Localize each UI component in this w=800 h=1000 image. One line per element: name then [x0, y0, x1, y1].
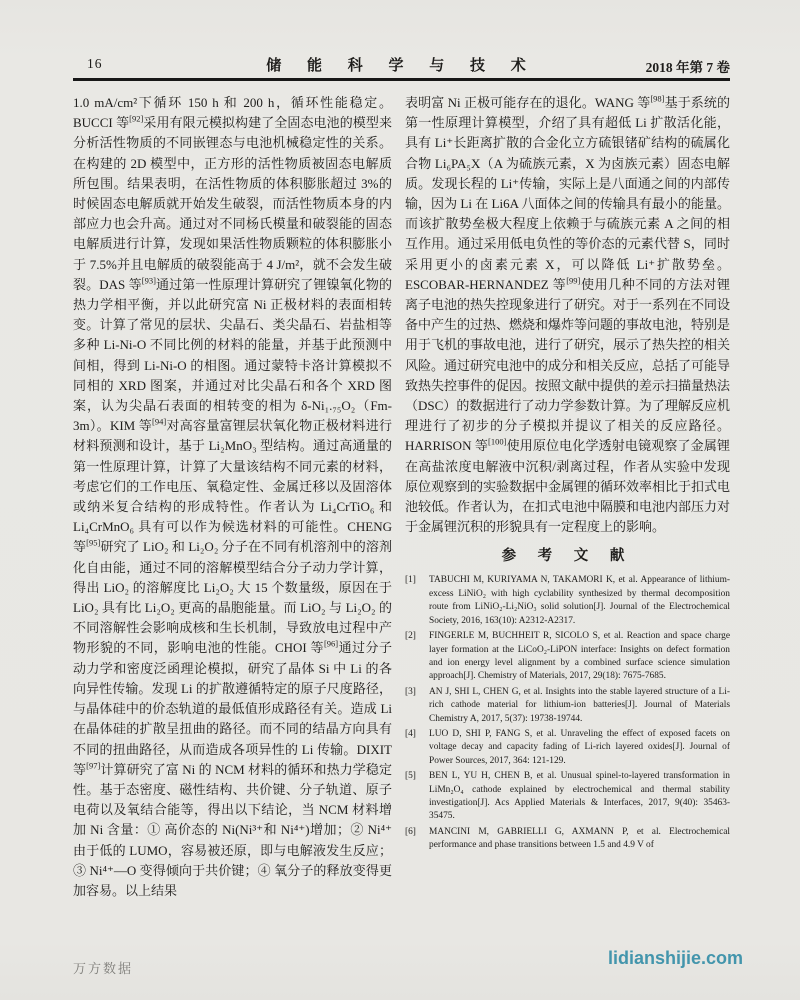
reference-item: [405, 630, 730, 684]
reference-text: BEN L, YU H, CHEN B, et al. Unusual spinel-to-layered transformation in LiMn₂O₄ cathode explained by electrochemical and thermal stability investigation[J]. Acs Applied Materials & Interfaces, 2017, 9(40): 35463-35475.: [429, 771, 730, 822]
right-column: [405, 93, 730, 855]
reference-number: [5]: [405, 771, 416, 782]
left-column-text: 1.0 mA/cm²下循环 150 h 和 200 h，循环性能稳定。BUCCI 等[92]采用有限元模拟构建了全固态电池的模型来分析活性物质的不同嵌锂态与电池机械稳定性的关系。在构建的 2D 模型中，正方形的活性物质被固态电解质所包围。结果表明，在活性物质的体积膨胀超过 3%的时候固态电解质就开始发生破裂，而活性物质本身的内部应力也会升高。通过对不同杨氏模量和破裂能的固态电解质进行计算，发现如果活性物质颗粒的体积膨胀小于 7.5%并且电解质的破裂能高于 4 J/m²，就不会发生破裂。DAS 等[93]通过第一性原理计算研究了锂镍氧化物的热力学相平衡，并以此研究富 Ni 正极材料的表面相转变。计算了常见的层状、尖晶石、类尖晶石、岩盐相等多种 Li-Ni-O 不同比例的材料的能量，并基于此预测中间相，得到 Li-Ni-O 的相图。通过蒙特卡洛计算模拟不同相的 XRD 图案，并通过对比尖晶石和各个 XRD 图案，认为尖晶石表面的相转变的相为 δ-Ni₁.₇₅O₂（Fm-3m）。KIM 等[94]对高容量富锂层状氧化物正极材料进行材料预测和设计，基于 Li₂MnO₃ 型结构。通过高通量的第一性原理计算，计算了大量该结构不同元素的材料，考虑它们的工作电压、氧稳定性、金属迁移以及固溶体或纳米复合结构的形成特性。作者认为 Li₄CrTiO₆ 和 Li₄CrMnO₆ 具有可以作为候选材料的可能性。CHENG 等[95]研究了 LiO₂ 和 Li₂O₂ 分子在不同有机溶剂中的溶剂化自由能，通过不同的溶解模型结合分子动力学计算，得出 LiO₂ 的溶解度比 Li₂O₂ 大 15 个数量级，原因在于 LiO₂ 具有比 Li₂O₂ 更高的晶胞能量。而 LiO₂ 与 Li₂O₂ 的不同溶解性会影响成核和生长机制，导致放电过程中产物形貌的不同，影响电池的性能。CHOI 等[96]通过分子动力学和密度泛函理论模拟，研究了晶体 Si 中 Li 的各向异性传输。发现 Li 的扩散遵循特定的原子尺度路径，与晶体硅中的价态轨道的最低值形成路径有关。造成 Li 在晶体硅的扩散呈扭曲的路径。而不同的结晶方向具有不同的扭曲路径，从而造成各项异性的 Li 传输。DIXIT 等[97]计算研究了富 Ni 的 NCM 材料的循环和热力学稳定性。基于态密度、磁性结构、共价键、分子轨道、原子电荷以及氧结合能等，得出以下结论，当 NCM 材料增加 Ni 含量：① 高价态的 Ni(Ni³⁺和 Ni⁴⁺)增加；② Ni⁴⁺由于低的 LUMO，容易被还原，即与电解液发生反应；③ Ni⁴⁺—O 变得倾向于共价键；④ 氧分子的释放变得更加容易。以上结果: [73, 95, 392, 898]
reference-number: [2]: [405, 631, 416, 642]
references-list: [405, 574, 730, 852]
site-watermark: lidianshijie.com: [607, 948, 743, 968]
header-rule: [73, 78, 730, 81]
reference-item: [405, 770, 730, 824]
reference-text: AN J, SHI L, CHEN G, et al. Insights into the stable layered structure of a Li-rich cathode material for lithium-ion batteries[J]. Journal of Materials Chemistry A, 2017, 5(37): 19738-19744.: [429, 686, 730, 724]
reference-number: [3]: [405, 686, 416, 697]
page-number: 16: [87, 56, 103, 71]
issue-info: 2018 年第 7 卷: [645, 60, 730, 75]
reference-item: [405, 574, 730, 628]
reference-number: [6]: [405, 826, 416, 837]
reference-text: FINGERLE M, BUCHHEIT R, SICOLO S, et al. Reaction and space charge layer formation at the LiCoO₂-LiPON interface: Insights on defect formation and ion energy level alignment by a combined surface science simulation approach[J]. Chemistry of Materials, 2017, 29(18): 7675-7685.: [429, 631, 730, 682]
reference-text: TABUCHI M, KURIYAMA N, TAKAMORI K, et al. Appearance of lithium-excess LiNiO₂ with high cyclability synthesized by thermal decomposition route from LiNiO₂-Li₂NiO₃ solid solution[J]. Journal of the Electrochemical Society, 2016, 163(10): A2312-A2317.: [429, 575, 730, 626]
journal-title: 储 能 科 学 与 技 术: [266, 58, 537, 74]
reference-text: LUO D, SHI P, FANG S, et al. Unraveling the effect of exposed facets on voltage decay and capacity fading of Li-rich layered oxides[J]. Journal of Power Sources, 2017, 364: 121-129.: [429, 728, 730, 766]
right-column-text: 表明富 Ni 正极可能存在的退化。WANG 等[98]基于系统的第一性原理计算模型，介绍了具有超低 Li 扩散活化能，具有 Li⁺长距离扩散的合金化立方硫银锗矿结构的硫属化合物 Li₆PA₅X（A 为硫族元素，X 为卤族元素）固态电解质。发现长程的 Li⁺传输，实际上是八面通之间的内部传输，因为 Li 在 Li6A 八面体之间的传输具有最小的能量。而该扩散势垒极大程度上依赖于与硫族元素 A 之间的相互作用。通过采用低电负性的等价态的元素代替 S，同时采用更小的卤素元素 X，可以降低 Li⁺扩散势垒。ESCOBAR-HERNANDEZ 等[99]使用几种不同的方法对锂离子电池的热失控现象进行了研究。对于一系列在不同设备中产生的过热、燃烧和爆炸等问题的事故电池，特别是用于飞机的事故电池，进行了研究，展示了热失控的相关风险。通过研究电池中的成分和相关反应，总括了可能导致热失控事件的促因。按照文献中提供的差示扫描量热法（DSC）的数据进行了动力学参数计算。为了理解反应机理进行了初步的分子模拟并提议了相关的反应路径。HARRISON 等[100]使用原位电化学透射电镜观察了金属锂在高盐浓度电解液中沉积/剥离过程，作者从实验中发现原位观察到的实验数据中金属锂的循环效率相比于扣式电池较低。作者认为，在扣式电池中隔膜和电池内部压力对于金属锂沉积的形貌具有一定程度上的影响。: [405, 93, 730, 535]
reference-item: [405, 686, 730, 726]
wanfang-watermark: 万方数据: [73, 961, 134, 976]
reference-number: [4]: [405, 728, 416, 739]
page-header: [73, 54, 730, 74]
references-heading: 参 考 文 献: [501, 548, 634, 565]
reference-item: [405, 826, 730, 853]
reference-text: MANCINI M, GABRIELLI G, AXMANN P, et al. Electrochemical performance and phase transitions between 1.5 and 4.9 V of: [429, 826, 730, 851]
reference-number: [1]: [405, 575, 416, 586]
reference-item: [405, 728, 730, 768]
